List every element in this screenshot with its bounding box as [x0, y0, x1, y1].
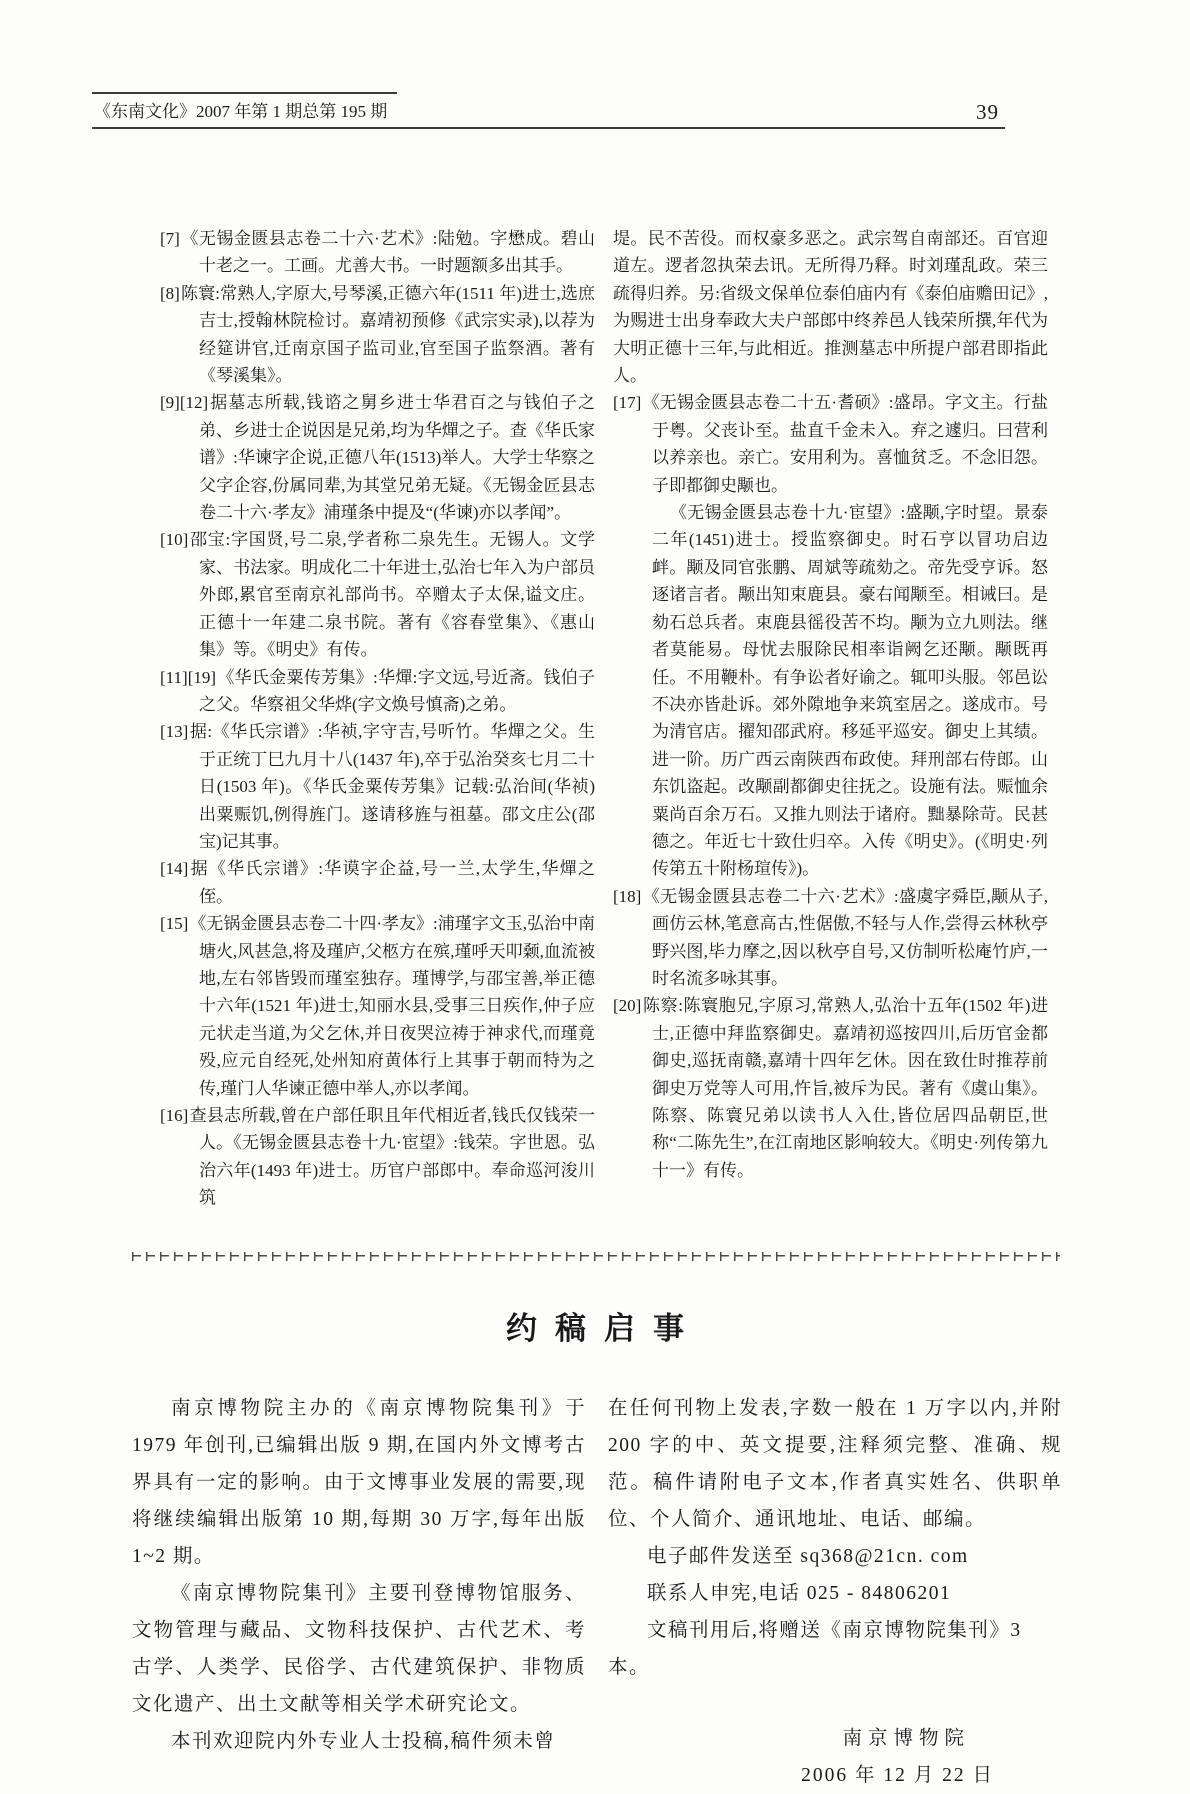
notice-gift-line: 文稿刊用后,将赠送《南京博物院集刊》3 本。 — [608, 1619, 1022, 1678]
notice-paragraph: 本刊欢迎院内外专业人士投稿,稿件须未曾 — [171, 1730, 556, 1752]
footnotes-section — [160, 225, 1048, 1212]
notice-left-column — [132, 1390, 586, 1794]
footnote-text: 据:《华氏宗谱》:华祯,字守吉,号听竹。华燀之父。生于正统丁巳九月十八(1437 年),卒于弘治癸亥七月二十日(1503 年)。《华氏金粟传芳集》记载:弘治间(华祯)出粟赈饥,例得旌门。遂请移旌与祖墓。邵文庄公(邵宝)记其事。 — [189, 722, 595, 851]
footnote-text: 邵宝:字国贤,号二泉,学者称二泉先生。无锡人。文学家、书法家。明成化二十年进士,弘治七年入为户部员外郎,累官至南京礼部尚书。卒赠太子太保,谥文庄。正德十一年建二泉书院。著有《容春堂集》、《惠山集》等。《明史》有传。 — [189, 530, 595, 660]
footnote-entry-17-subparagraph — [613, 499, 1048, 883]
footnote-entry-14 — [160, 855, 595, 910]
notice-section — [132, 1390, 1062, 1794]
footnote-text: 《无锡金匮县志卷二十六·艺术》:陆勉。字懋成。碧山十老之一。工画。尤善大书。一时题额多出其手。 — [180, 229, 595, 276]
footnote-text: 《无锡金匮县志卷二十五·耆硕》:盛昂。字文主。行盐于粤。父丧讣至。盐直千金未入。弃之遽归。曰营利以养亲也。亲亡。安用利为。喜恤贫乏。不念旧怨。子即都御史颙也。 — [642, 393, 1048, 495]
footnotes-left-column — [160, 225, 595, 1212]
footnote-label: [9][12] — [160, 393, 209, 413]
notice-email-line: 电子邮件发送至 sq368@21cn. com — [647, 1545, 969, 1567]
footnote-text: 陈寰:常熟人,字原大,号琴溪,正德六年(1511 年)进士,选庶吉士,授翰林院检讨。嘉靖初预修《武宗实录),以荐为经筵讲官,迁南京国子监司业,官至国子监祭酒。著有《琴溪集》。 — [180, 283, 595, 386]
footnote-label: [13] — [160, 722, 189, 742]
footnote-entry-13 — [160, 718, 595, 855]
footnote-text: 《无锅金匮县志卷二十四·孝友》:浦瑾字文玉,弘治中南塘火,风甚急,将及瑾庐,父柩方在殡,瑾呼天叩颡,血流被地,左右邻皆毁而瑾室独存。瑾博学,与邵宝善,举正德十六年(1521 年)进士,知丽水县,受事三日疾作,仲子应元状走当道,为父乞休,并日夜哭泣祷于神求代,而瑾竟殁,应元自经死,处州知府黄体行上其事于朝而特为之传,瑾门人华谏正德中举人,亦以孝闻。 — [189, 914, 595, 1098]
journal-page — [0, 92, 1190, 1786]
dashed-divider — [132, 1252, 1060, 1261]
notice-contact-line: 联系人申宪,电话 025 - 84806201 — [647, 1582, 952, 1604]
footnote-text: 《华氏金粟传芳集》:华燀:字文远,号近斋。钱伯子之父。华察祖父华烨(字文焕号慎斋)之弟。 — [199, 667, 595, 714]
footnote-entry-11-19 — [160, 664, 595, 719]
footnote-entry-18 — [613, 883, 1048, 993]
footnote-label: [20] — [613, 996, 642, 1016]
notice-right-column — [608, 1390, 1062, 1794]
notice-paragraph: 南京博物院主办的《南京博物院集刊》于 1979 年创刊,已编辑出版 9 期,在国内外文博考古界具有一定的影响。由于文博事业发展的需要,现将继续编辑出版第 10 期,每期 30 万字,每年出版 1~2 期。 — [132, 1397, 586, 1567]
signature-organization: 南京博物院 — [842, 1727, 970, 1749]
footnote-text: 堤。民不苦役。而权豪多恶之。武宗驾自南部还。百官迎道左。逻者忽执荣去讯。无所得乃释。时刘瑾乱政。荣三疏得归养。另:省级文保单位泰伯庙内有《泰伯庙赡田记》,为赐进士出身奉政大夫户部郎中终养邑人钱荣所撰,年代为大明正德十三年,与此相近。推测墓志中所提户部君即指此人。 — [613, 229, 1048, 386]
notice-title: 约稿启事 — [506, 1310, 702, 1346]
footnote-text: 查县志所载,曾在户部任职且年代相近者,钱氏仅钱荣一人。《无锡金匮县志卷十九·宦望》:钱荣。字世恩。弘治六年(1493 年)进士。历官户部郎中。奉命巡河浚川筑 — [189, 1106, 595, 1208]
footnote-entry-8 — [160, 280, 595, 390]
footnote-label: [15] — [160, 914, 189, 934]
footnote-label: [10] — [160, 530, 189, 550]
notice-signature — [608, 1720, 1062, 1794]
footnote-label: [8] — [160, 283, 180, 303]
footnote-entry-15 — [160, 910, 595, 1102]
footnotes-right-column — [613, 225, 1048, 1212]
footnote-text: 《无锡金匮县志卷二十六·艺术》:盛虞字舜臣,颙从子,画仿云林,笔意高古,性倨傲,不轻与人作,尝得云林秋亭野兴图,毕力摩之,因以秋亭自号,又仿制听松庵竹庐,一时名流多咏其事。 — [642, 886, 1048, 988]
signature-date: 2006 年 12 月 22 日 — [801, 1764, 994, 1786]
footnote-label: [11][19] — [160, 667, 217, 687]
footnote-entry-16-continued — [613, 225, 1048, 389]
footnote-entry-7 — [160, 225, 595, 280]
footnote-text: 《无锡金匮县志卷十九·宦望》:盛颙,字时望。景泰二年(1451)进士。授监察御史。时石亨以冒功启边衅。颙及同官张鹏、周斌等疏劾之。帝先受亨诉。怒逐诸言者。颙出知束鹿县。豪右闻颙至。相诫曰。是劾石总兵者。束鹿县徭役苦不均。颙为立九则法。继者莫能易。母忧去服除民相率诣阙乞还颙。颙既再任。不用鞭朴。有争讼者好谕之。辄叩头服。邻邑讼不决亦皆赴诉。郊外隙地争来筑室居之。遂成市。号为清官店。擢知邵武府。移延平巡安。御史上其绩。进一阶。历广西云南陕西布政使。拜刑部右侍郎。山东饥盗起。改颙副都御史往抚之。设施有法。赈恤余粟尚百余万石。又推九则法于诸府。黜暴除苛。民甚德之。年近七十致仕归卒。入传《明史》。(《明史·列传第五十附杨瑄传》)。 — [652, 503, 1048, 879]
footnote-entry-16 — [160, 1102, 595, 1212]
running-head — [92, 92, 1005, 129]
footnote-label: [7] — [160, 229, 180, 248]
notice-paragraph: 在任何刊物上发表,字数一般在 1 万字以内,并附 200 字的中、英文提要,注释须完整、准确、规范。稿件请附电子文本,作者真实姓名、供职单位、个人简介、通讯地址、电话、邮编。 — [608, 1397, 1062, 1530]
footnote-entry-10 — [160, 526, 595, 663]
journal-issue-title: 《东南文化》2007 年第 1 期总第 195 期 — [92, 92, 397, 127]
footnote-label: [17] — [613, 393, 642, 413]
footnote-label: [16] — [160, 1106, 189, 1125]
footnote-text: 据墓志所载,钱谘之舅乡进士华君百之与钱伯子之弟、乡进士企说因是兄弟,均为华燀之子。查《华氏家谱》:华谏字企说,正德八年(1513)举人。大学士华察之父字企容,份属同辈,为其堂兄弟无疑。《无锡金匠县志卷二十六·孝友》浦瑾条中提及“(华谏)亦以孝闻”。 — [199, 393, 595, 523]
footnote-text: 据《华氏宗谱》:华谟字企益,号一兰,太学生,华燀之侄。 — [189, 859, 595, 906]
footnote-label: [18] — [613, 886, 642, 906]
footnote-text: 陈察:陈寰胞兄,字原习,常熟人,弘治十五年(1502 年)进士,正德中拜监察御史。嘉靖初巡按四川,后历官金都御史,巡抚南赣,嘉靖十四年乞休。因在致仕时推荐前御史万党等人可用,忤旨,被斥为民。著有《虞山集》。陈察、陈寰兄弟以读书人入仕,皆位居四品朝臣,世称“二陈先生”,在江南地区影响较大。《明史·列传第九十一》有传。 — [642, 996, 1048, 1180]
footnote-label: [14] — [160, 859, 189, 879]
notice-paragraph: 《南京博物院集刊》主要刊登博物馆服务、文物管理与藏品、文物科技保护、古代艺术、考古学、人类学、民俗学、古代建筑保护、非物质文化遗产、出土文献等相关学术研究论文。 — [132, 1582, 586, 1715]
footnote-entry-17 — [613, 389, 1048, 499]
footnote-entry-20 — [613, 992, 1048, 1184]
page-number: 39 — [976, 100, 999, 124]
footnote-entry-9-12 — [160, 389, 595, 526]
